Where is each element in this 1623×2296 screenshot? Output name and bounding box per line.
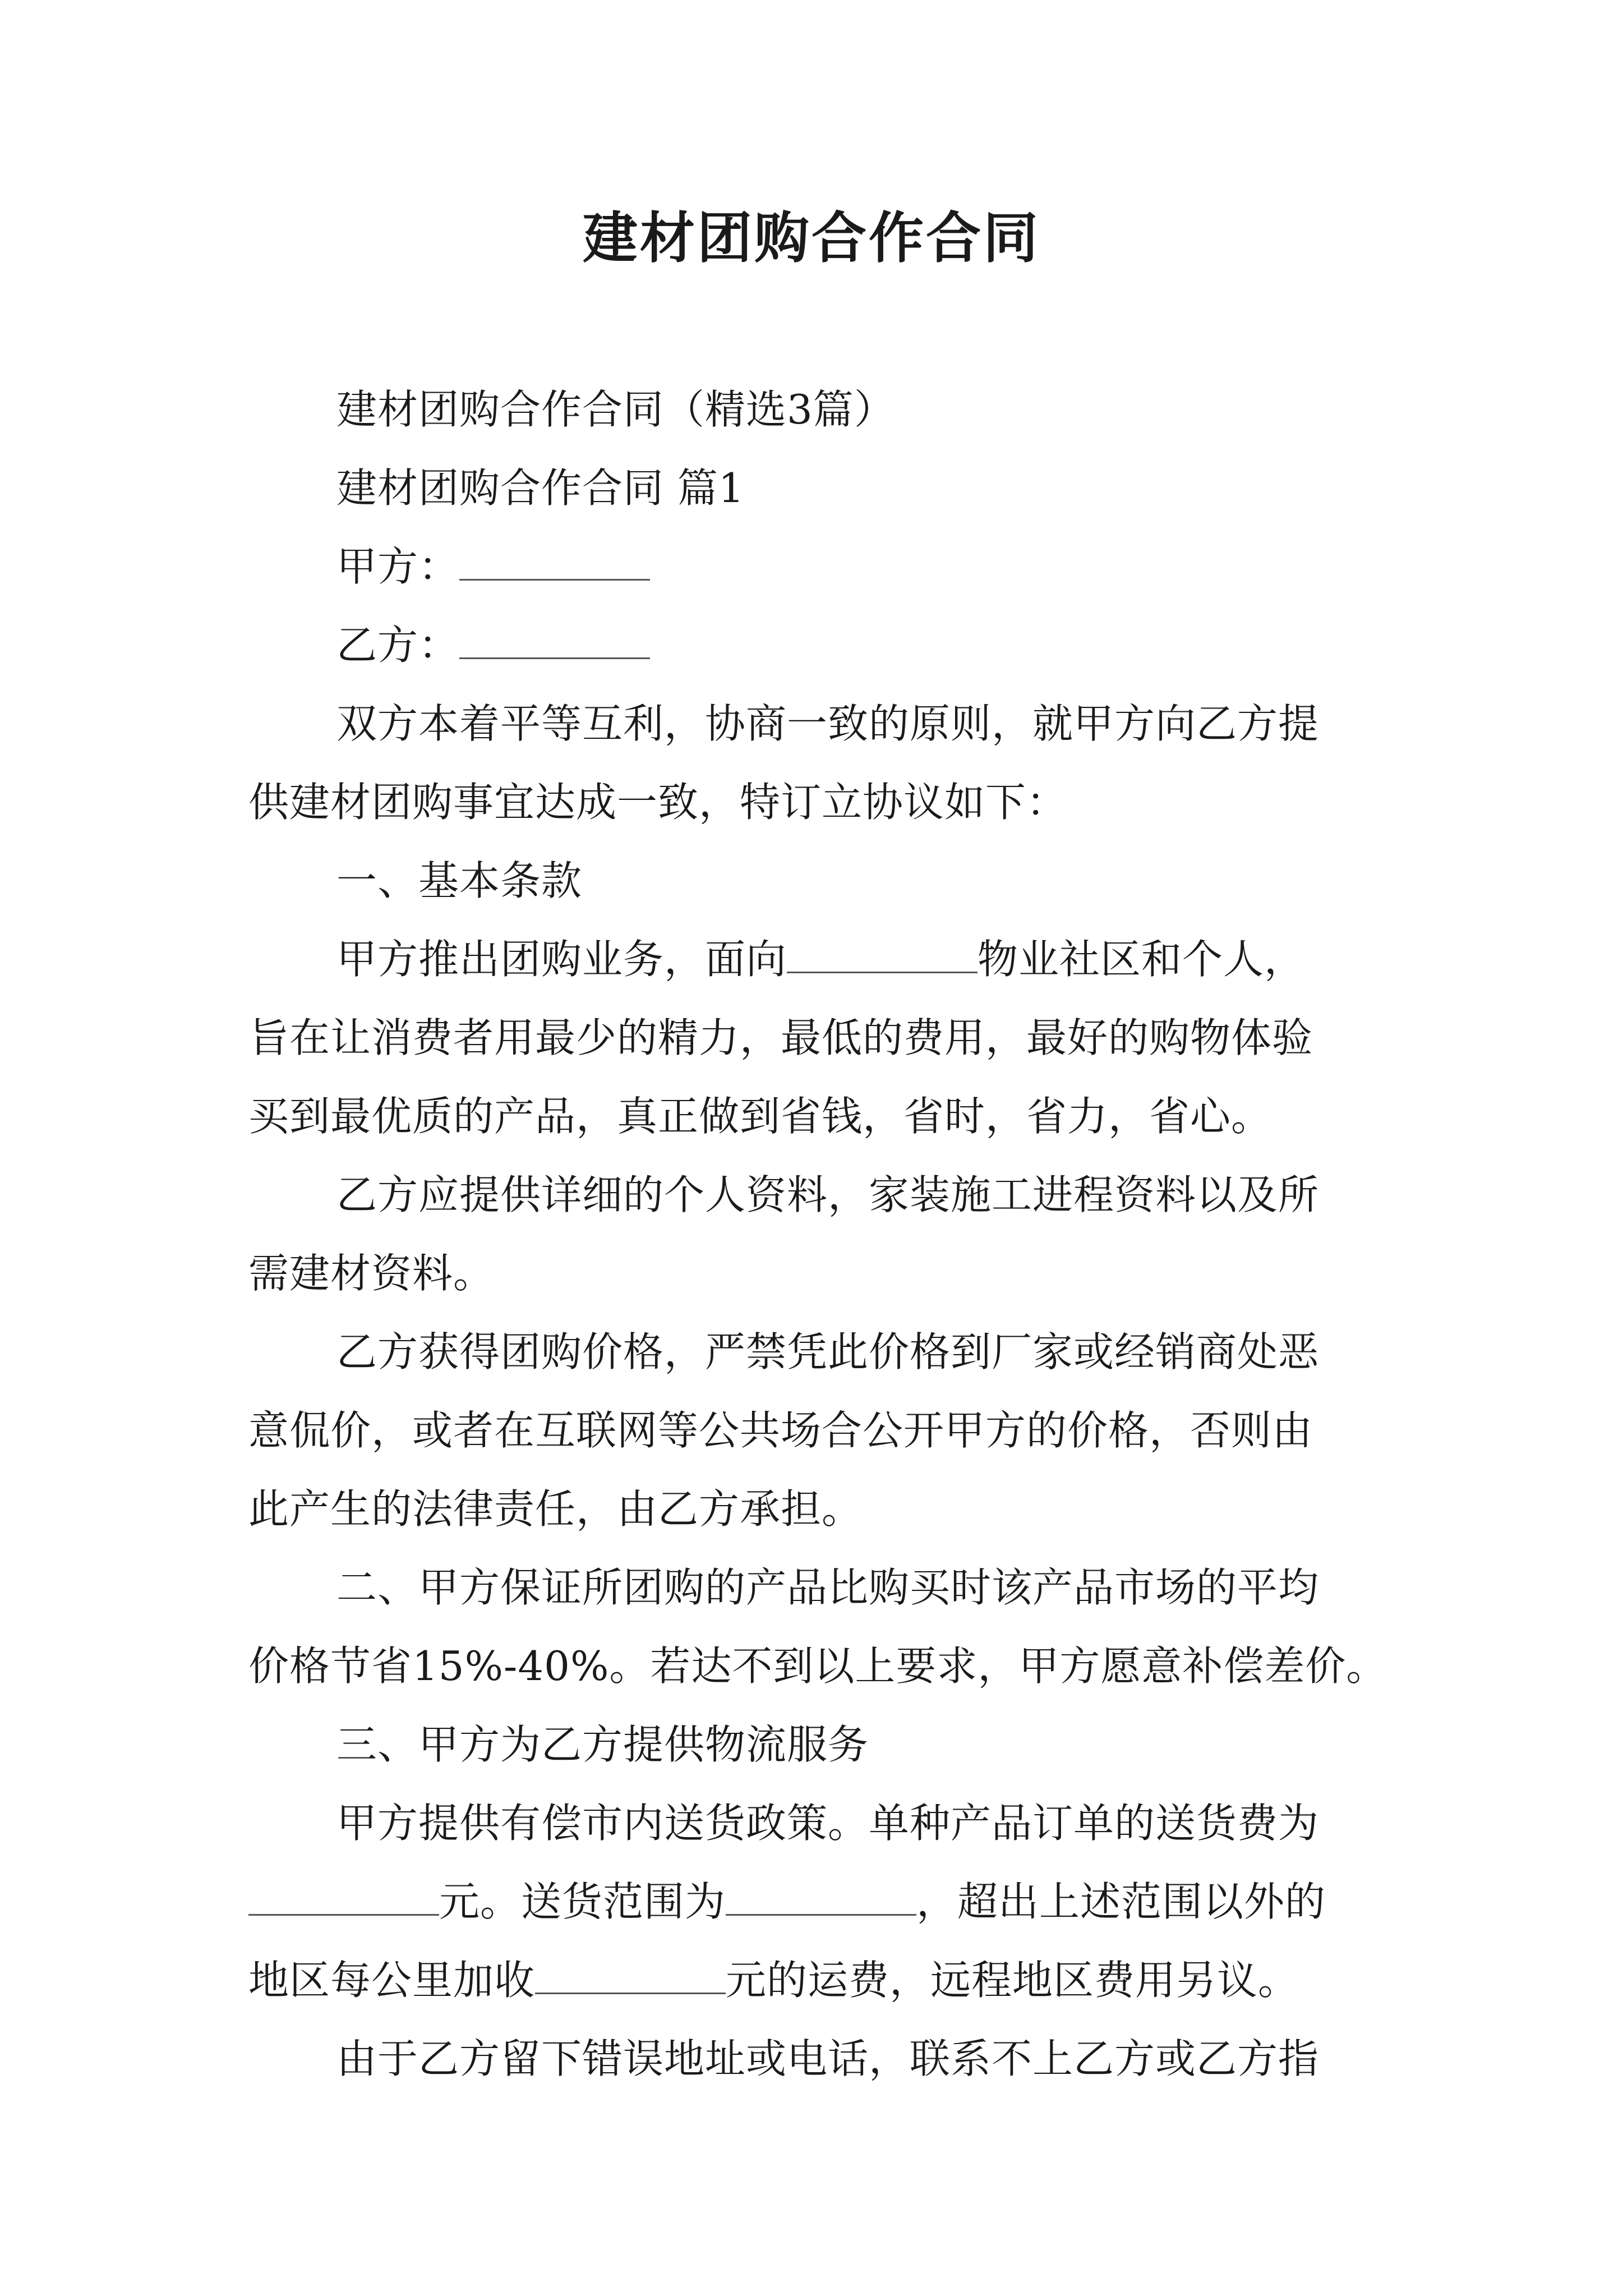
paragraph-line: 价格节省15%-40%。若达不到以上要求，甲方愿意补偿差价。 [248, 1642, 1387, 1690]
party-b-label: 乙方： [336, 622, 460, 669]
section-heading: 二、甲方保证所团购的产品比购买时该产品市场的平均 [336, 1564, 1320, 1611]
party-b-line [336, 617, 650, 673]
text-segment: ，超出上述范围以外的 [916, 1878, 1326, 1925]
paragraph-line [248, 1874, 1326, 1930]
paragraph-line: 供建材团购事宜达成一致，特订立协议如下： [248, 779, 1068, 826]
paragraph-line: 由于乙方留下错误地址或电话，联系不上乙方或乙方指 [336, 2035, 1320, 2082]
blank-field [459, 544, 650, 581]
blank-field [248, 1879, 439, 1916]
section-heading: 一、基本条款 [336, 857, 583, 904]
text-segment: 物业社区和个人， [978, 936, 1306, 983]
paragraph-line: 甲方提供有偿市内送货政策。单种产品订单的送货费为 [336, 1800, 1320, 1847]
paragraph-line: 旨在让消费者用最少的精力，最低的费用，最好的购物体验 [248, 1014, 1313, 1061]
document-title: 建材团购合作合同 [582, 206, 1040, 270]
section-heading: 三、甲方为乙方提供物流服务 [336, 1721, 869, 1768]
text-segment: 地区每公里加收 [248, 1957, 536, 2004]
paragraph-line: 买到最优质的产品，真正做到省钱，省时，省力，省心。 [248, 1093, 1272, 1140]
paragraph-line: 建材团购合作合同 篇1 [336, 464, 745, 512]
blank-field [535, 1958, 726, 1994]
text-segment: 元。送货范围为 [439, 1878, 726, 1925]
party-a-label: 甲方： [336, 543, 460, 590]
paragraph-line: 建材团购合作合同（精选3篇） [336, 386, 895, 433]
paragraph-line: 需建材资料。 [248, 1250, 495, 1297]
paragraph-line [248, 1952, 1299, 2008]
text-segment: 元的运费，远程地区费用另议。 [726, 1957, 1299, 2004]
party-a-line [336, 539, 650, 595]
paragraph-line: 乙方应提供详细的个人资料，家装施工进程资料以及所 [336, 1171, 1320, 1218]
blank-field [787, 937, 978, 973]
paragraph-line: 意侃价，或者在互联网等公共场合公开甲方的价格，否则由 [248, 1407, 1313, 1454]
paragraph-line: 双方本着平等互利，协商一致的原则，就甲方向乙方提 [336, 700, 1320, 747]
text-segment: 甲方推出团购业务，面向 [336, 936, 787, 983]
blank-field [726, 1879, 916, 1916]
paragraph-line: 此产生的法律责任，由乙方承担。 [248, 1485, 863, 1533]
paragraph-line: 乙方获得团购价格，严禁凭此价格到厂家或经销商处恶 [336, 1328, 1320, 1375]
blank-field [459, 623, 650, 659]
paragraph-line [336, 931, 1305, 987]
